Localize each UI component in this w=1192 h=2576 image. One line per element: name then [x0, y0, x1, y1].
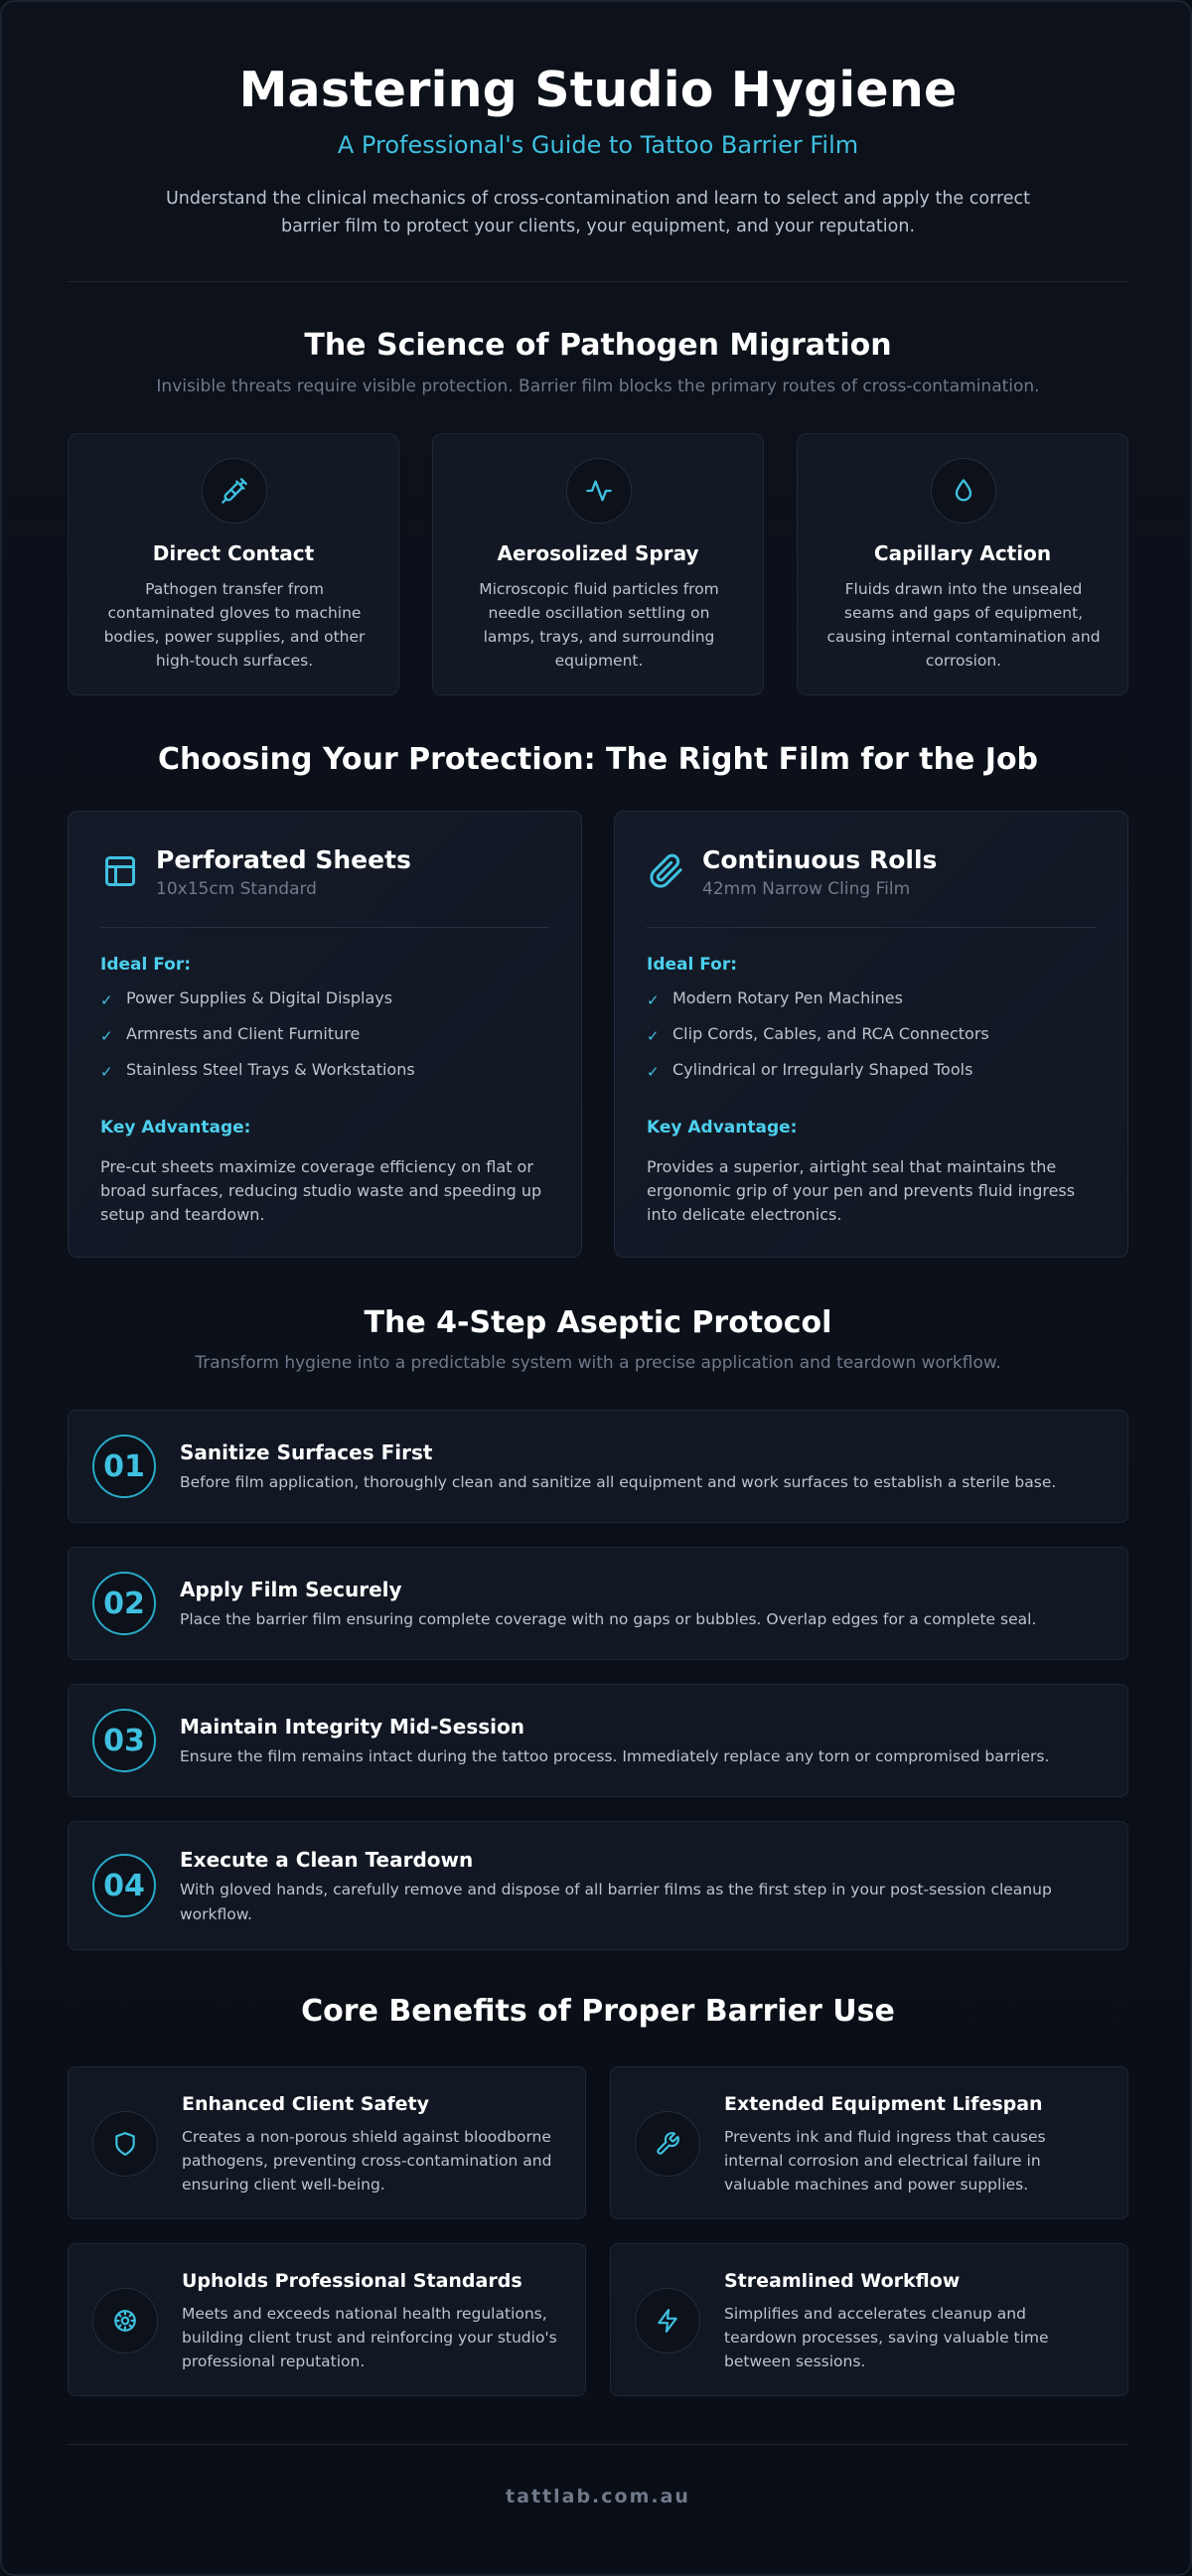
page-title: Mastering Studio Hygiene: [238, 62, 958, 118]
science-card-direct-contact: [68, 433, 399, 695]
compass-icon: [92, 2288, 158, 2353]
science-title: The Science of Pathogen Migration: [304, 328, 892, 363]
footer-site-link[interactable]: tattlab.com.au: [506, 2486, 690, 2507]
list-item: ✓ Stainless Steel Trays & Workstations: [100, 1060, 415, 1081]
science-card-aerosolized-spray: [432, 433, 764, 695]
benefit-card-professional-standards: [68, 2243, 586, 2396]
droplet-icon: [931, 458, 996, 524]
science-card-description: Microscopic fluid particles from needle oscillation settling on lamps, trays, and surrounding equipment.: [479, 580, 719, 670]
layout-icon: [102, 853, 138, 889]
benefit-description: Meets and exceeds national health regulations, building client trust and reinforcing your studio's professional reputation.: [182, 2305, 557, 2370]
divider: [68, 281, 1128, 282]
lightning-icon: [635, 2288, 700, 2353]
check-icon: ✓: [100, 1063, 113, 1081]
benefit-description: Simplifies and accelerates cleanup and teardown processes, saving valuable time between sessions.: [724, 2305, 1049, 2370]
check-icon: ✓: [647, 1027, 660, 1045]
benefit-title: Enhanced Client Safety: [182, 2093, 429, 2115]
step-card: [68, 1821, 1128, 1950]
benefit-card-client-safety: [68, 2066, 586, 2219]
step-number: 03: [92, 1709, 156, 1772]
key-advantage-text: Provides a superior, airtight seal that maintains the ergonomic grip of your pen and prevents fluid ingress into delicate electronics.: [647, 1157, 1076, 1224]
science-card-title: Capillary Action: [873, 541, 1052, 565]
step-card: [68, 1547, 1128, 1660]
film-card-subtitle: 10x15cm Standard: [156, 879, 317, 899]
science-card-title: Aerosolized Spray: [497, 541, 699, 565]
benefit-description: Creates a non-porous shield against bloodborne pathogens, preventing cross-contamination and ensuring client well-being.: [182, 2128, 552, 2194]
step-number: 02: [92, 1572, 156, 1635]
film-card-subtitle: 42mm Narrow Cling Film: [702, 879, 911, 899]
divider: [68, 2444, 1128, 2445]
benefit-title: Upholds Professional Standards: [182, 2270, 522, 2292]
film-card-continuous-rolls: [614, 811, 1128, 1258]
check-icon: ✓: [647, 991, 660, 1009]
benefit-card-equipment-lifespan: [610, 2066, 1128, 2219]
ideal-for-list: [100, 988, 415, 1096]
key-advantage-label: Key Advantage:: [647, 1118, 798, 1137]
list-item: ✓ Modern Rotary Pen Machines: [647, 988, 903, 1009]
protocol-title: The 4-Step Aseptic Protocol: [364, 1305, 832, 1340]
benefit-description: Prevents ink and fluid ingress that causes internal corrosion and electrical failure in valuable machines and power supplies.: [724, 2128, 1046, 2194]
protocol-subtitle: Transform hygiene into a predictable system with a precise application and teardown workflow.: [195, 1353, 1001, 1373]
check-icon: ✓: [100, 991, 113, 1009]
ideal-for-label: Ideal For:: [647, 955, 738, 975]
key-advantage-label: Key Advantage:: [100, 1118, 251, 1137]
list-item: ✓ Armrests and Client Furniture: [100, 1024, 361, 1045]
film-card-perforated-sheets: [68, 811, 582, 1258]
step-title: Sanitize Surfaces First: [180, 1440, 433, 1464]
science-card-description: Pathogen transfer from contaminated gloves to machine bodies, power supplies, and other high-touch surfaces.: [103, 580, 366, 670]
paperclip-icon: [649, 853, 684, 889]
check-icon: ✓: [647, 1063, 660, 1081]
science-card-capillary-action: [797, 433, 1128, 695]
benefit-card-streamlined-workflow: [610, 2243, 1128, 2396]
benefit-title: Extended Equipment Lifespan: [724, 2093, 1043, 2115]
list-item: ✓ Clip Cords, Cables, and RCA Connectors: [647, 1024, 989, 1045]
ideal-for-list: [647, 988, 989, 1096]
divider: [647, 927, 1096, 928]
benefits-title: Core Benefits of Proper Barrier Use: [301, 1994, 895, 2029]
step-description: Before film application, thoroughly clean and sanitize all equipment and work surfaces to establish a sterile base.: [180, 1473, 1057, 1491]
step-title: Maintain Integrity Mid-Session: [180, 1715, 524, 1739]
ideal-for-label: Ideal For:: [100, 955, 192, 975]
key-advantage-text: Pre-cut sheets maximize coverage efficiency on flat or broad surfaces, reducing studio waste and speeding up setup and teardown.: [100, 1157, 542, 1224]
step-description: Place the barrier film ensuring complete coverage with no gaps or bubbles. Overlap edges for a complete seal.: [180, 1610, 1037, 1628]
step-number: 01: [92, 1435, 156, 1498]
step-card: [68, 1684, 1128, 1797]
page-intro: Understand the clinical mechanics of cross-contamination and learn to select and apply the correct barrier film to protect your clients, your equipment, and your reputation.: [165, 189, 1031, 236]
step-number: 04: [92, 1854, 156, 1917]
wrench-icon: [635, 2111, 700, 2177]
step-card: [68, 1410, 1128, 1523]
step-description: With gloved hands, carefully remove and dispose of all barrier films as the first step in your post-session cleanup workflow.: [180, 1881, 1052, 1923]
shield-icon: [92, 2111, 158, 2177]
films-title: Choosing Your Protection: The Right Film for the Job: [157, 742, 1039, 777]
step-title: Execute a Clean Teardown: [180, 1848, 474, 1872]
check-icon: ✓: [100, 1027, 113, 1045]
list-item: ✓ Cylindrical or Irregularly Shaped Tools: [647, 1060, 973, 1081]
divider: [100, 927, 549, 928]
list-item: ✓ Power Supplies & Digital Displays: [100, 988, 393, 1009]
film-card-title: Perforated Sheets: [156, 845, 411, 874]
page-subtitle: A Professional's Guide to Tattoo Barrier Film: [337, 131, 859, 159]
syringe-icon: [202, 458, 267, 524]
step-description: Ensure the film remains intact during the tattoo process. Immediately replace any torn or compromised barriers.: [180, 1747, 1050, 1765]
science-card-title: Direct Contact: [152, 541, 315, 565]
science-subtitle: Invisible threats require visible protection. Barrier film blocks the primary routes of cross-contamination.: [156, 377, 1040, 396]
film-card-title: Continuous Rolls: [702, 845, 938, 874]
benefit-title: Streamlined Workflow: [724, 2270, 961, 2292]
pulse-icon: [566, 458, 632, 524]
step-title: Apply Film Securely: [180, 1578, 402, 1601]
science-card-description: Fluids drawn into the unsealed seams and gaps of equipment, causing internal contamination and corrosion.: [826, 580, 1101, 670]
